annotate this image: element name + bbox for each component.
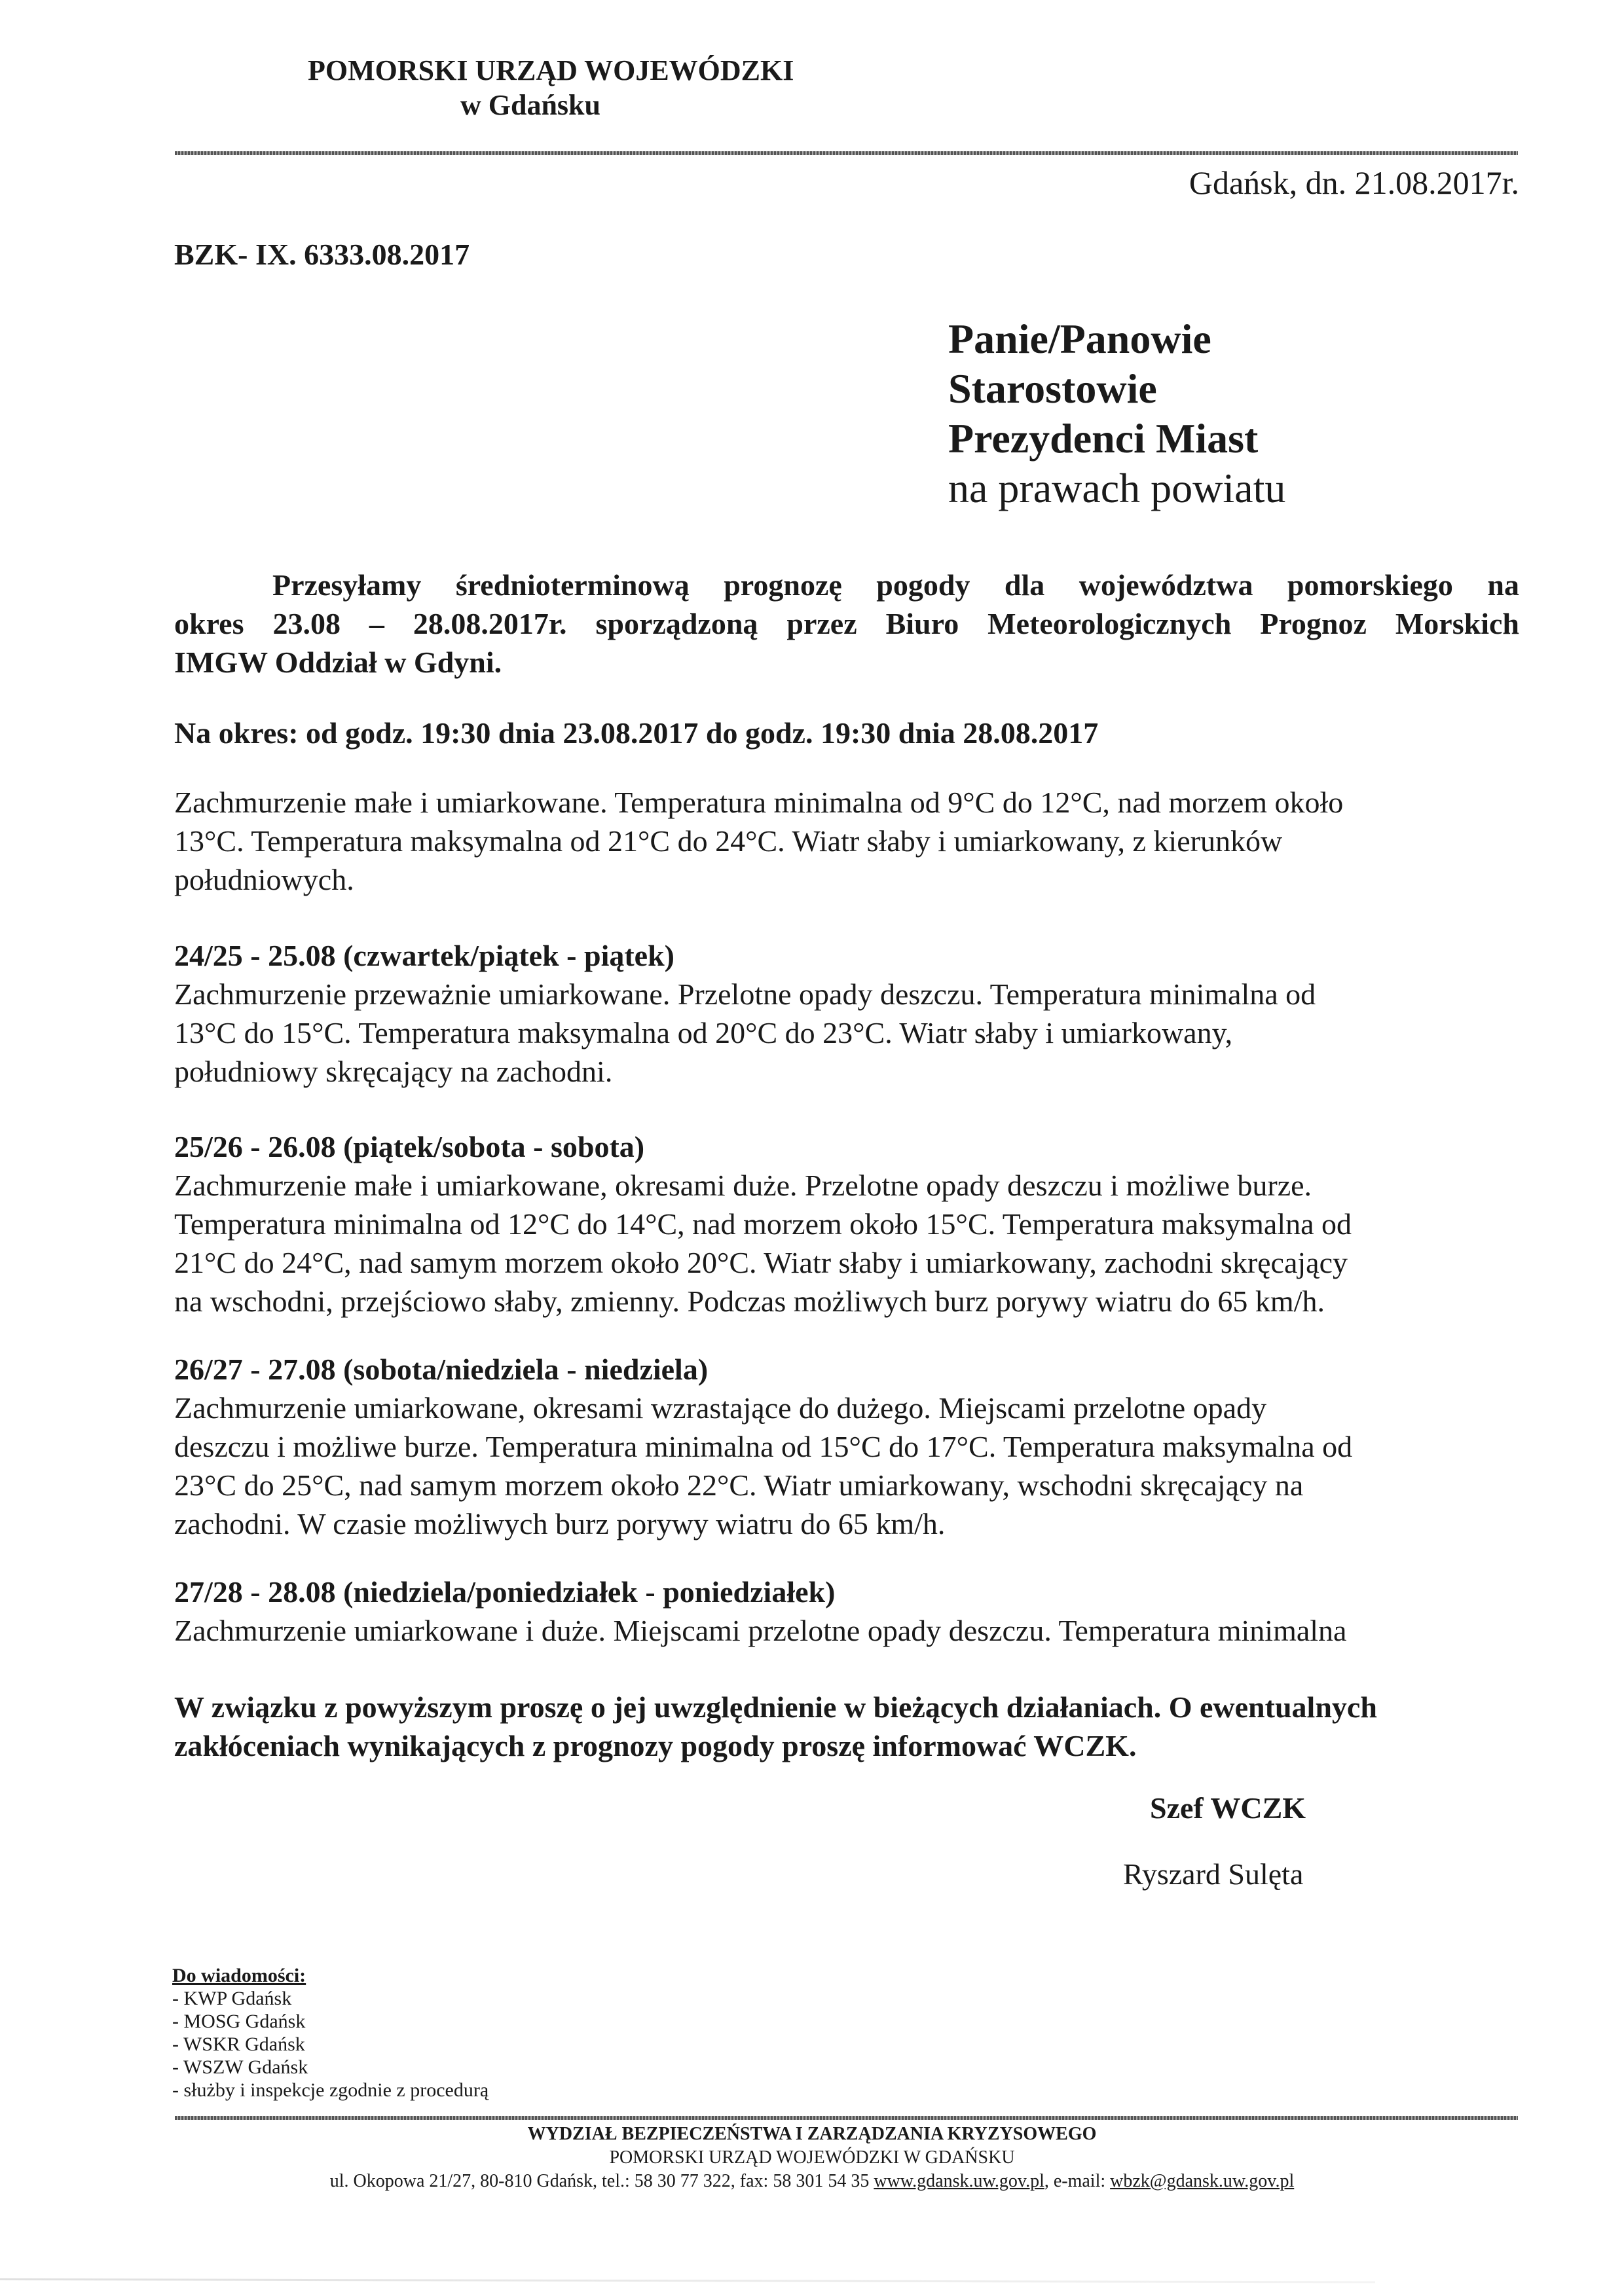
distribution-item: - WSZW Gdańsk (172, 2056, 308, 2078)
closing-line: W związku z powyższym proszę o jej uwzględnienie w bieżących działaniach. O ewentualnych (174, 1690, 1377, 1724)
header-divider (175, 151, 1518, 155)
forecast-line: na wschodni, przejściowo słaby, zmienny. Podczas możliwych burz porywy wiatru do 65 km/h. (174, 1285, 1325, 1318)
distribution-heading: Do wiadomości: (172, 1965, 306, 1986)
forecast-line: Zachmurzenie małe i umiarkowane, okresami duże. Przelotne opady deszczu i możliwe burze. (174, 1169, 1312, 1202)
forecast-line: Zachmurzenie małe i umiarkowane. Temperatura minimalna od 9°C do 12°C, nad morzem około (174, 786, 1344, 819)
forecast-line: deszczu i możliwe burze. Temperatura minimalna od 15°C do 17°C. Temperatura maksymalna od (174, 1430, 1353, 1463)
intro-line: IMGW Oddział w Gdyni. (174, 646, 502, 679)
forecast-line: Zachmurzenie przeważnie umiarkowane. Przelotne opady deszczu. Temperatura minimalna od (174, 977, 1316, 1011)
day-forecast (174, 1127, 1352, 1321)
footer-address: ul. Okopowa 21/27, 80-810 Gdańsk, tel.: 58 30 77 322, fax: 58 301 54 35 (329, 2171, 870, 2191)
day-forecast (174, 1350, 1352, 1543)
forecast-line: Zachmurzenie umiarkowane, okresami wzrastające do dużego. Miejscami przelotne opady (174, 1391, 1267, 1425)
footer-divider (175, 2116, 1518, 2120)
forecast-period: Na okres: od godz. 19:30 dnia 23.08.2017 do godz. 19:30 dnia 28.08.2017 (174, 716, 1099, 750)
footer-email-link[interactable]: wbzk@gdansk.uw.gov.pl (1110, 2171, 1295, 2191)
distribution-list (172, 1964, 489, 2102)
forecast-line: Zachmurzenie umiarkowane i duże. Miejscami przelotne opady deszczu. Temperatura minimalna (174, 1614, 1347, 1647)
day-forecast (174, 1573, 1346, 1650)
forecast-line: zachodni. W czasie możliwych burz porywy wiatru do 65 km/h. (174, 1507, 946, 1540)
footer-office: POMORSKI URZĄD WOJEWÓDZKI W GDAŃSKU (609, 2147, 1015, 2168)
forecast-line: 21°C do 24°C, nad samym morzem około 20°C. Wiatr słaby i umiarkowany, zachodni skręcający (174, 1246, 1348, 1279)
letterhead-institution: POMORSKI URZĄD WOJEWÓDZKI (308, 54, 794, 86)
addressee-line: Prezydenci Miast (948, 415, 1259, 462)
addressee-line: Panie/Panowie (948, 316, 1211, 362)
footer-department: WYDZIAŁ BEZPIECZEŃSTWA I ZARZĄDZANIA KRYZYSOWEGO (527, 2124, 1097, 2144)
forecast-line: 23°C do 25°C, nad samym morzem około 22°C. Wiatr umiarkowany, wschodni skręcający na (174, 1468, 1304, 1502)
day-heading: 26/27 - 27.08 (sobota/niedziela - niedziela) (174, 1353, 709, 1386)
signature-name: Ryszard Sulęta (1123, 1857, 1304, 1891)
general-forecast (174, 783, 1343, 899)
addressee-block (948, 314, 1285, 513)
day-heading: 27/28 - 28.08 (niedziela/poniedziałek - poniedziałek) (174, 1575, 836, 1609)
forecast-line: Temperatura minimalna od 12°C do 14°C, nad morzem około 15°C. Temperatura maksymalna od (174, 1207, 1352, 1241)
forecast-line: południowych. (174, 863, 354, 896)
distribution-item: - WSKR Gdańsk (172, 2033, 305, 2055)
addressee-line: Starostowie (948, 365, 1157, 412)
document-date: Gdańsk, dn. 21.08.2017r. (1189, 164, 1519, 201)
forecast-line: 13°C do 15°C. Temperatura maksymalna od 20°C do 23°C. Wiatr słaby i umiarkowany, (174, 1016, 1233, 1049)
letterhead-city: w Gdańsku (460, 89, 600, 121)
intro-line: Przesyłamy średnioterminową prognozę pogody dla województwa pomorskiego na (272, 568, 1519, 602)
day-forecast (174, 936, 1316, 1091)
intro-paragraph (174, 566, 1519, 682)
day-heading: 24/25 - 25.08 (czwartek/piątek - piątek) (174, 939, 674, 972)
scan-edge-line (0, 2278, 1375, 2283)
footer-website-link[interactable]: www.gdansk.uw.gov.pl (874, 2171, 1044, 2191)
addressee-line: na prawach powiatu (948, 465, 1286, 511)
distribution-item: - MOSG Gdańsk (172, 2011, 306, 2032)
reference-number: BZK- IX. 6333.08.2017 (174, 238, 470, 271)
footer-email-label: , e-mail: (1044, 2171, 1106, 2191)
closing-paragraph (174, 1688, 1377, 1765)
forecast-line: południowy skręcający na zachodni. (174, 1055, 613, 1088)
day-heading: 25/26 - 26.08 (piątek/sobota - sobota) (174, 1130, 645, 1163)
distribution-item: - KWP Gdańsk (172, 1988, 292, 2009)
closing-line: zakłóceniach wynikających z prognozy pogody proszę informować WCZK. (174, 1729, 1137, 1762)
forecast-line: 13°C. Temperatura maksymalna od 21°C do 24°C. Wiatr słaby i umiarkowany, z kierunków (174, 824, 1283, 858)
intro-line: okres 23.08 – 28.08.2017r. sporządzoną przez Biuro Meteorologicznych Prognoz Morskich (174, 607, 1519, 640)
distribution-item: - służby i inspekcje zgodnie z procedurą (172, 2079, 489, 2101)
signature-title: Szef WCZK (1150, 1791, 1306, 1825)
footer-contact (0, 2171, 1624, 2192)
